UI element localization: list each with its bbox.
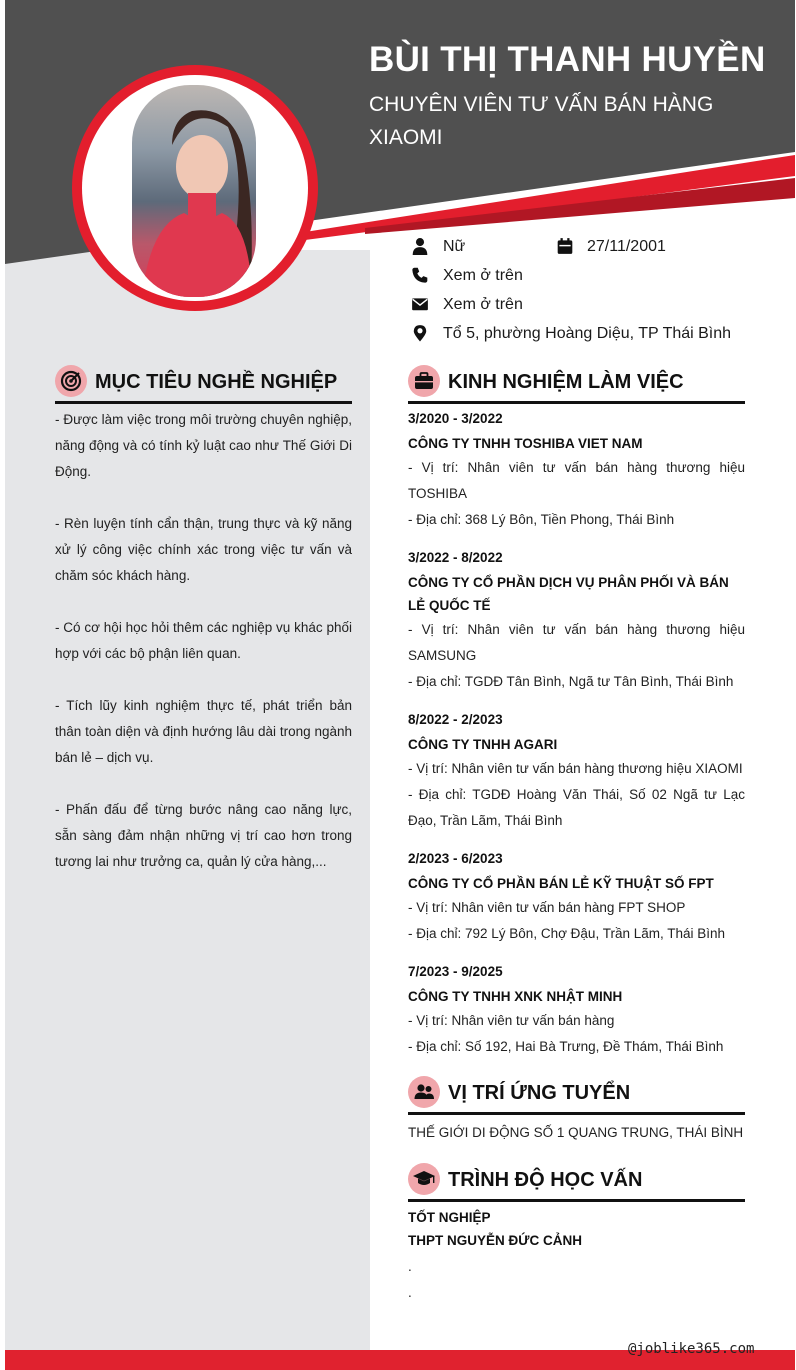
- job-period: 3/2020 - 3/2022: [408, 411, 503, 426]
- job-entry: [408, 548, 745, 695]
- section-objective-header: [55, 365, 352, 404]
- job-entry: [408, 962, 745, 1060]
- objective-paragraph: - Được làm việc trong môi trường chuyên nghiệp, năng động và có tính kỷ luật cao như Thế Giới Di Động.: [55, 412, 352, 479]
- graduation-cap-icon: [408, 1163, 440, 1195]
- job-title: CHUYÊN VIÊN TƯ VẤN BÁN HÀNG XIAOMI: [369, 93, 714, 149]
- briefcase-icon: [408, 365, 440, 397]
- section-experience-header: [408, 365, 745, 404]
- job-position: - Vị trí: Nhân viên tư vấn bán hàng thương hiệu TOSHIBA: [408, 460, 745, 501]
- avatar: [72, 65, 318, 311]
- job-entry: [408, 710, 745, 834]
- objective-text: [55, 407, 352, 901]
- target-icon: [55, 365, 87, 397]
- job-entry: [408, 849, 745, 947]
- job-company: CÔNG TY TNHH TOSHIBA VIET NAM: [408, 436, 643, 451]
- job-address: - Địa chỉ: TGDĐ Tân Bình, Ngã tư Tân Bình, Thái Bình: [408, 674, 734, 689]
- location-icon: [411, 324, 429, 342]
- objective-paragraph: - Có cơ hội học hỏi thêm các nghiệp vụ khác phối hợp với các bộ phận liên quan.: [55, 620, 352, 661]
- job-address: - Địa chỉ: Số 192, Hai Bà Trưng, Đề Thám, Thái Bình: [408, 1039, 724, 1054]
- objective-paragraph: - Tích lũy kinh nghiệm thực tế, phát triển bản thân toàn diện và định hướng lâu dài trong ngành bán lẻ – dịch vụ.: [55, 698, 352, 765]
- education-level: TỐT NGHIỆP: [408, 1210, 491, 1225]
- phone: Xem ở trên: [443, 267, 523, 284]
- section-title: TRÌNH ĐỘ HỌC VẤN: [448, 1169, 643, 1191]
- candidate-name: BÙI THỊ THANH HUYỀN: [369, 40, 766, 79]
- email: Xem ở trên: [443, 296, 523, 313]
- users-icon: [408, 1076, 440, 1108]
- job-position: - Vị trí: Nhân viên tư vấn bán hàng: [408, 1013, 615, 1028]
- job-company: CÔNG TY TNHH XNK NHẬT MINH: [408, 989, 623, 1004]
- address: Tổ 5, phường Hoàng Diệu, TP Thái Bình: [443, 325, 732, 342]
- calendar-icon: [556, 237, 574, 255]
- job-address: - Địa chỉ: 792 Lý Bôn, Chợ Đậu, Trần Lãm, Thái Bình: [408, 926, 726, 941]
- date-of-birth: 27/11/2001: [587, 238, 666, 255]
- job-position: - Vị trí: Nhân viên tư vấn bán hàng thương hiệu SAMSUNG: [408, 622, 745, 663]
- section-title: VỊ TRÍ ỨNG TUYỂN: [448, 1082, 631, 1104]
- user-icon: [411, 237, 429, 255]
- phone-icon: [411, 266, 429, 284]
- cv-page: [5, 0, 795, 1370]
- section-education-header: [408, 1163, 745, 1202]
- job-company: CÔNG TY CỔ PHẦN DỊCH VỤ PHÂN PHỐI VÀ BÁN LẺ QUỐC TẾ: [408, 575, 729, 613]
- education-note: .: [408, 1259, 412, 1274]
- job-period: 7/2023 - 9/2025: [408, 964, 503, 979]
- section-title: KINH NGHIỆM LÀM VIỆC: [448, 371, 684, 393]
- education-school: THPT NGUYỄN ĐỨC CẢNH: [408, 1233, 582, 1248]
- job-position: - Vị trí: Nhân viên tư vấn bán hàng thương hiệu XIAOMI: [408, 761, 743, 776]
- job-entry: [408, 409, 745, 533]
- section-position-header: [408, 1076, 745, 1115]
- job-position: - Vị trí: Nhân viên tư vấn bán hàng FPT SHOP: [408, 900, 686, 915]
- job-period: 8/2022 - 2/2023: [408, 712, 503, 727]
- watermark: @joblike365.com: [628, 1341, 755, 1357]
- job-address: - Địa chỉ: 368 Lý Bôn, Tiền Phong, Thái Bình: [408, 512, 675, 527]
- target-position-value: THẾ GIỚI DI ĐỘNG SỐ 1 QUANG TRUNG, THÁI BÌNH: [408, 1125, 744, 1140]
- section-title: MỤC TIÊU NGHỀ NGHIỆP: [95, 371, 338, 393]
- email-icon: [411, 295, 429, 313]
- job-address: - Địa chỉ: TGDĐ Hoàng Văn Thái, Số 02 Ngã tư Lạc Đạo, Trần Lãm, Thái Bình: [408, 787, 745, 828]
- job-period: 2/2023 - 6/2023: [408, 851, 503, 866]
- job-company: CÔNG TY CỔ PHẦN BÁN LẺ KỸ THUẬT SỐ FPT: [408, 876, 714, 891]
- job-period: 3/2022 - 8/2022: [408, 550, 503, 565]
- education-note: .: [408, 1285, 412, 1300]
- profile-photo: [132, 85, 256, 297]
- gender: Nữ: [443, 238, 466, 255]
- job-company: CÔNG TY TNHH AGARI: [408, 737, 558, 752]
- objective-paragraph: - Rèn luyện tính cẩn thận, trung thực và kỹ năng xử lý công việc chính xác trong việc tư vấn và chăm sóc khách hàng.: [55, 516, 352, 583]
- objective-paragraph: - Phấn đấu để từng bước nâng cao năng lực, sẵn sàng đảm nhận những vị trí cao hơn trong tương lai như trưởng ca, quản lý cửa hàng,...: [55, 802, 352, 869]
